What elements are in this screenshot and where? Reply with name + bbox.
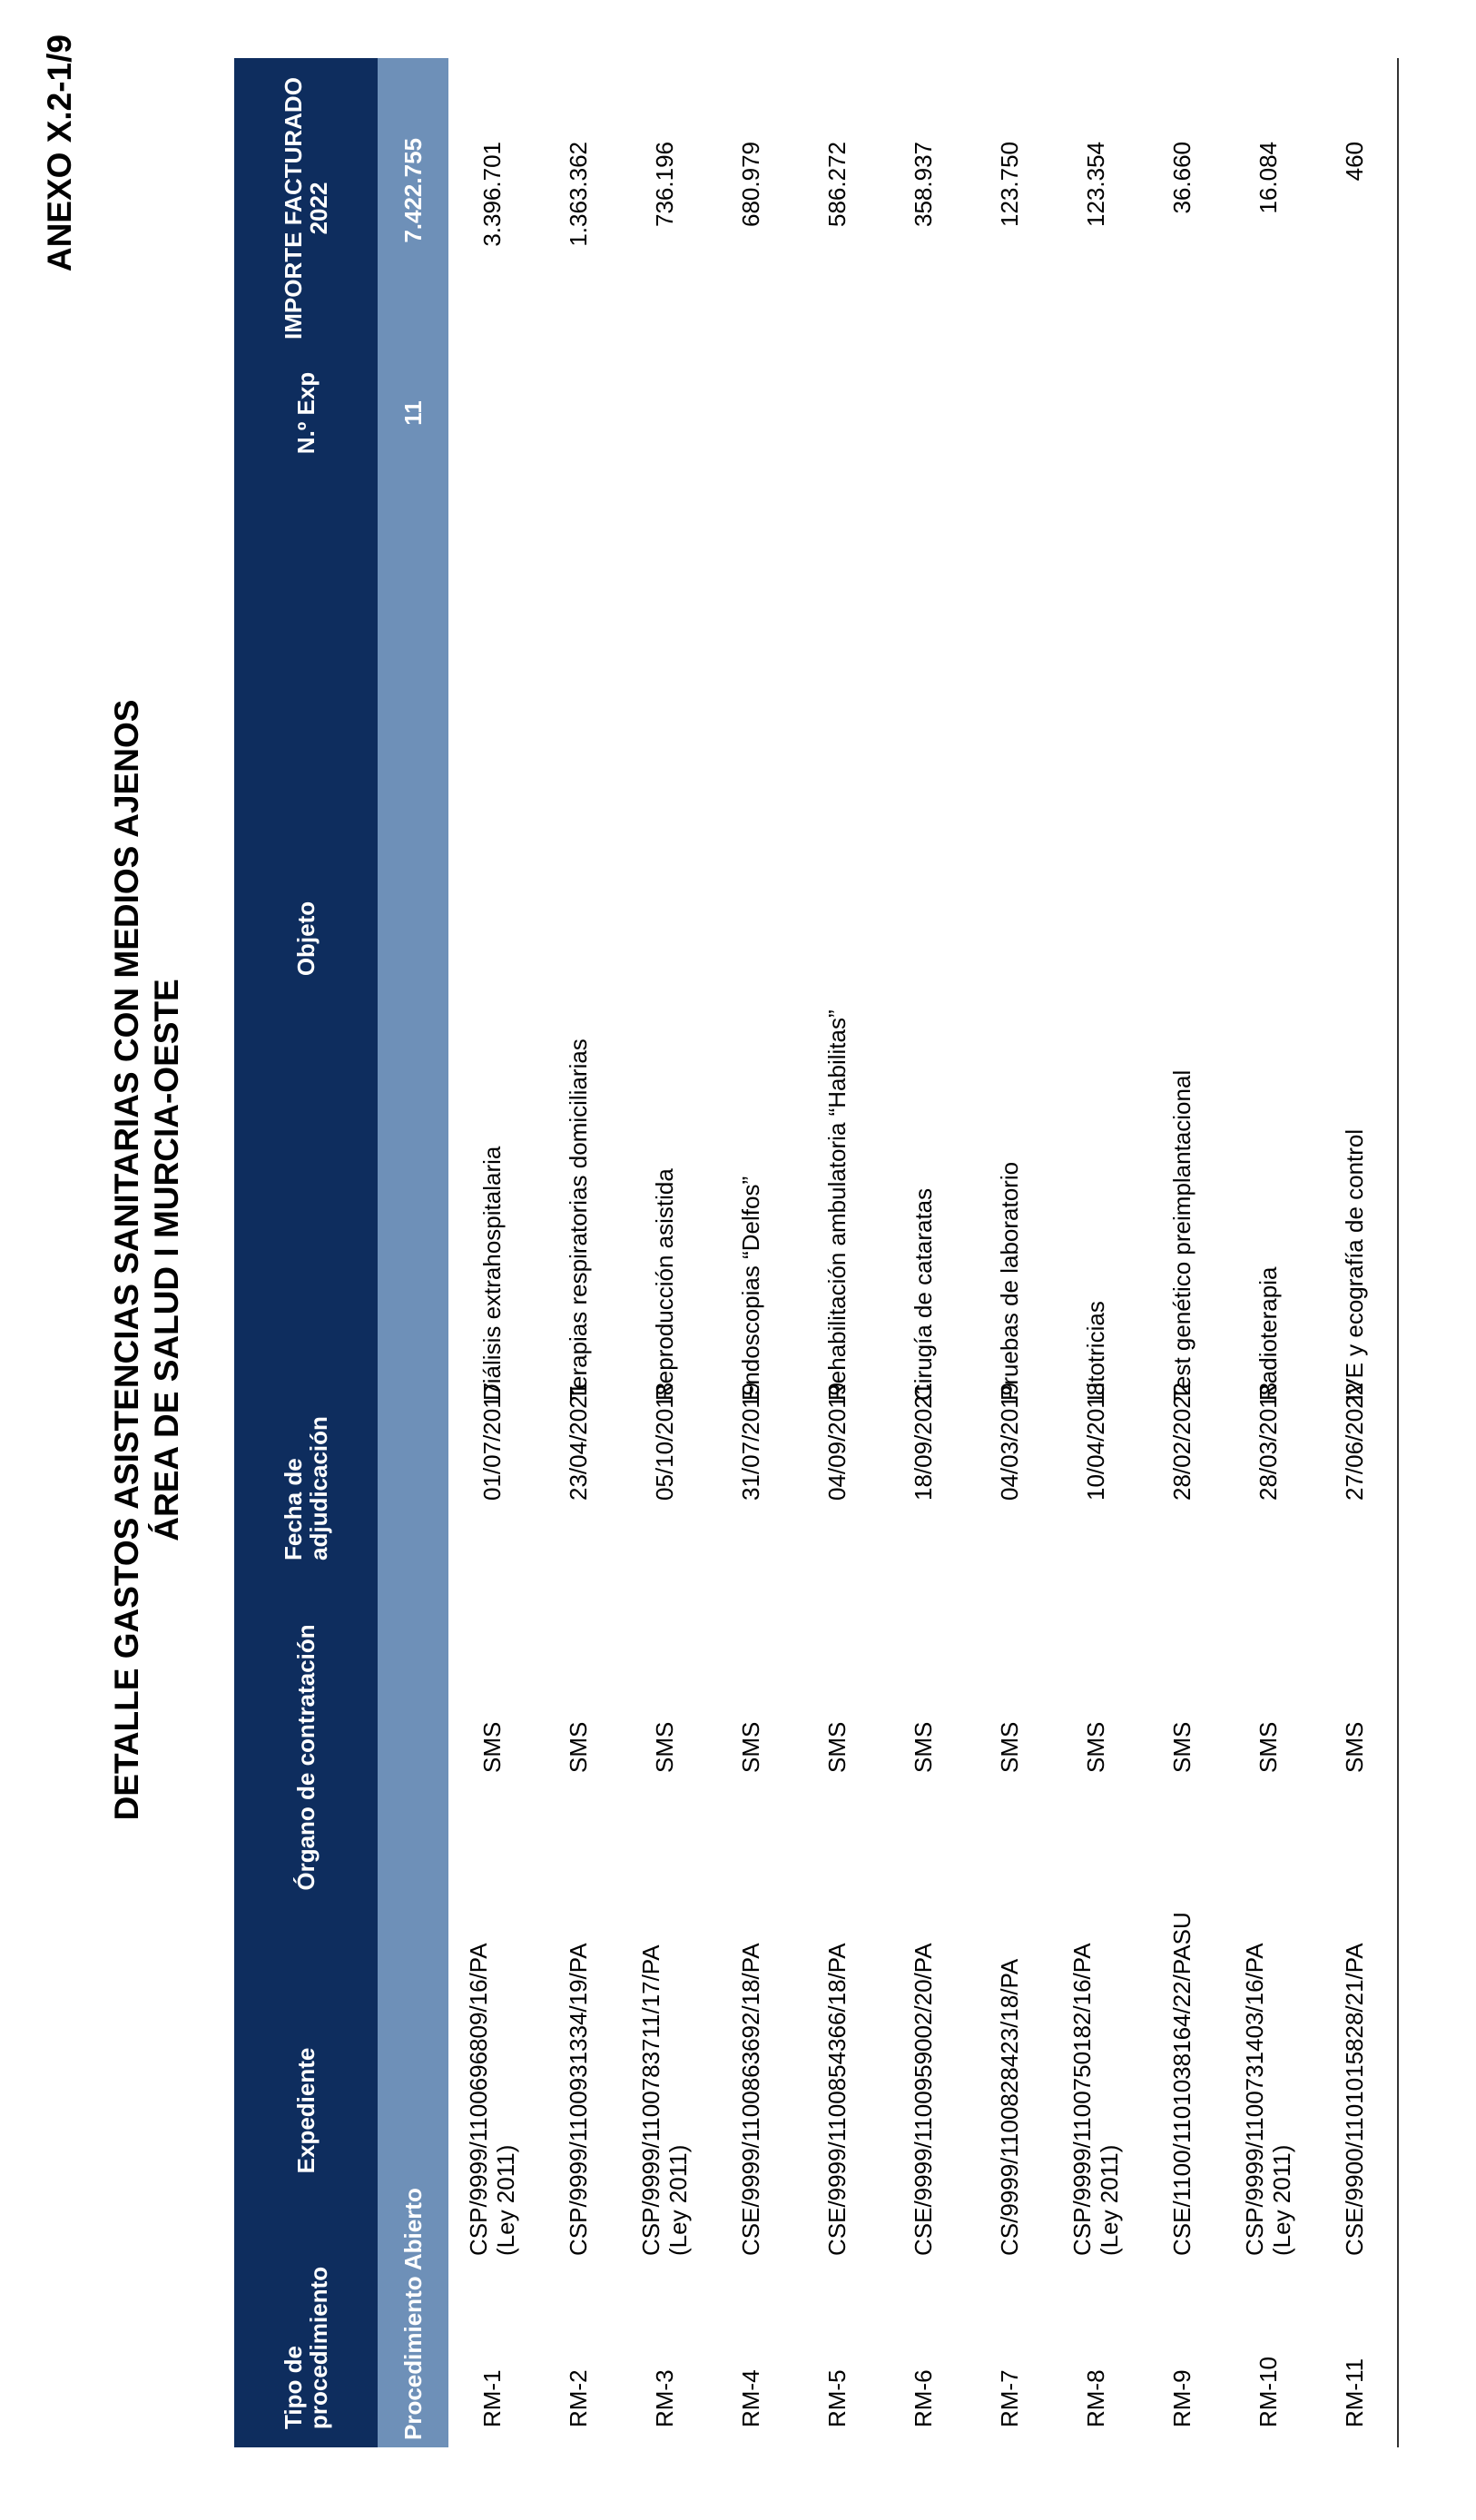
cell-importe: 16.084 xyxy=(1254,142,1282,214)
cell-importe: 586.272 xyxy=(822,142,851,227)
cell-expediente: CSE/9999/1100863692/18/PA xyxy=(736,1943,764,2256)
header-expediente: Expediente xyxy=(234,1942,378,2279)
table-row xyxy=(1052,58,1138,2447)
summary-row xyxy=(378,58,448,2447)
cell-fecha: 04/03/2019 xyxy=(995,1382,1023,1501)
cell-organo: SMS xyxy=(650,1721,678,1773)
table-header-row xyxy=(234,58,378,2447)
table-row xyxy=(1138,58,1225,2447)
table-row xyxy=(1311,58,1398,2447)
title-line-1: DETALLE GASTOS ASISTENCIAS SANITARIAS CON MEDIOS AJENOS xyxy=(108,699,145,1821)
cell-tipo: RM-7 xyxy=(995,2369,1023,2427)
cell-tipo: RM-1 xyxy=(477,2369,506,2427)
cell-organo: SMS xyxy=(736,1721,764,1773)
table-row xyxy=(880,58,966,2447)
cell-importe: 736.196 xyxy=(650,142,678,227)
cell-tipo: RM-5 xyxy=(822,2369,851,2427)
cell-expediente: CSE/9999/1100854366/18/PA xyxy=(822,1943,851,2256)
summary-label: Procedimiento Abierto xyxy=(378,468,448,2447)
summary-importe: 7.422.755 xyxy=(378,58,448,359)
cell-importe: 123.354 xyxy=(1081,142,1109,227)
cell-expediente: CSP/9999/1100696809/16/PA (Ley 2011) xyxy=(464,1944,519,2256)
cell-nexp xyxy=(793,359,880,468)
cell-fecha: 01/07/2017 xyxy=(477,1382,506,1501)
cell-nexp xyxy=(707,359,793,468)
cell-nexp xyxy=(1311,359,1398,468)
page-title xyxy=(107,0,187,2520)
cell-objeto: Litotricias xyxy=(1081,1301,1109,1401)
header-organo: Órgano de contratación xyxy=(234,1573,378,1942)
cell-nexp xyxy=(1052,359,1138,468)
cell-organo: SMS xyxy=(909,1721,937,1773)
cell-expediente: CSE/9900/1101015828/21/PA xyxy=(1311,1942,1398,2279)
cell-fecha: 04/09/2019 xyxy=(822,1382,851,1501)
cell-nexp xyxy=(966,359,1052,468)
cell-objeto: IVE y ecografía de control xyxy=(1311,468,1398,1410)
cell-tipo: RM-4 xyxy=(736,2369,764,2427)
cell-fecha: 05/10/2018 xyxy=(650,1382,678,1501)
cell-fecha: 18/09/2021 xyxy=(909,1382,937,1501)
cell-importe: 1.363.362 xyxy=(564,142,592,247)
cell-importe: 3.396.701 xyxy=(477,142,506,247)
cell-tipo: RM-9 xyxy=(1167,2369,1196,2427)
cell-objeto: Test genético preimplantacional xyxy=(1167,1069,1196,1401)
annex-label: ANEXO X.2-1/9 xyxy=(41,34,78,272)
cell-fecha: 27/06/2022 xyxy=(1311,1410,1398,1573)
table-row xyxy=(707,58,793,2447)
cell-objeto: Cirugía de cataratas xyxy=(909,1187,937,1401)
cell-fecha: 10/04/2018 xyxy=(1081,1382,1109,1501)
header-nexp: N.º Exp xyxy=(234,359,378,468)
cell-nexp xyxy=(535,359,621,468)
cell-tipo: RM-3 xyxy=(650,2369,678,2427)
cell-objeto: Pruebas de laboratorio xyxy=(995,1161,1023,1401)
cell-organo: SMS xyxy=(1167,1721,1196,1773)
cell-tipo: RM-2 xyxy=(564,2369,592,2427)
cell-tipo: RM-11 xyxy=(1311,2279,1398,2447)
cell-nexp xyxy=(1138,359,1225,468)
title-line-2: ÁREA DE SALUD I MURCIA-OESTE xyxy=(148,979,185,1541)
cell-expediente: CS/9999/1100828423/18/PA xyxy=(995,1958,1023,2256)
cell-importe: 460 xyxy=(1311,58,1398,359)
cell-nexp xyxy=(448,359,535,468)
expenses-table xyxy=(234,58,1399,2447)
table-row xyxy=(621,58,707,2447)
table-row xyxy=(793,58,880,2447)
table-row xyxy=(1225,58,1311,2447)
cell-fecha: 23/04/2021 xyxy=(564,1382,592,1501)
cell-organo: SMS xyxy=(564,1721,592,1773)
header-importe: IMPORTE FACTURADO 2022 xyxy=(234,58,378,359)
cell-objeto: Diálisis extrahospitalaria xyxy=(477,1146,506,1401)
cell-organo: SMS xyxy=(1081,1721,1109,1773)
cell-objeto: Endoscopias “Delfos” xyxy=(736,1176,764,1401)
cell-tipo: RM-10 xyxy=(1254,2356,1282,2427)
cell-expediente: CSE/1100/1101038164/22/PASU xyxy=(1167,1912,1196,2256)
cell-tipo: RM-6 xyxy=(909,2369,937,2427)
cell-importe: 680.979 xyxy=(736,142,764,227)
cell-fecha: 31/07/2019 xyxy=(736,1382,764,1501)
cell-importe: 36.660 xyxy=(1167,142,1196,214)
cell-organo: SMS xyxy=(995,1721,1023,1773)
summary-nexp: 11 xyxy=(378,359,448,468)
cell-fecha: 28/03/2018 xyxy=(1254,1382,1282,1501)
cell-organo: SMS xyxy=(1311,1573,1398,1942)
cell-objeto: Rehabilitación ambulatoria “Habilitas” xyxy=(822,1009,851,1401)
cell-nexp xyxy=(880,359,966,468)
table-row xyxy=(966,58,1052,2447)
expenses-table-wrapper xyxy=(234,58,1399,2447)
cell-objeto: Radioterapia xyxy=(1254,1266,1282,1401)
cell-importe: 358.937 xyxy=(909,142,937,227)
cell-objeto: Reproducción asistida xyxy=(650,1168,678,1401)
header-tipo: Tipo de procedimiento xyxy=(234,2279,378,2447)
cell-nexp xyxy=(621,359,707,468)
cell-expediente: CSP/9999/1100731403/16/PA (Ley 2011) xyxy=(1240,1944,1295,2256)
cell-organo: SMS xyxy=(477,1721,506,1773)
header-fecha: Fecha de adjudicación xyxy=(234,1410,378,1573)
cell-organo: SMS xyxy=(822,1721,851,1773)
cell-fecha: 28/02/2022 xyxy=(1167,1382,1196,1501)
table-row xyxy=(535,58,621,2447)
cell-expediente: CSP/9999/1100783711/17/PA (Ley 2011) xyxy=(636,1945,692,2256)
cell-organo: SMS xyxy=(1254,1721,1282,1773)
table-row xyxy=(448,58,535,2447)
cell-tipo: RM-8 xyxy=(1081,2369,1109,2427)
cell-nexp xyxy=(1225,359,1311,468)
header-objeto: Objeto xyxy=(234,468,378,1410)
cell-expediente: CSE/9999/1100959002/20/PA xyxy=(909,1943,937,2256)
cell-expediente: CSP/9999/1100931334/19/PA xyxy=(564,1943,592,2256)
cell-importe: 123.750 xyxy=(995,142,1023,227)
cell-objeto: Terapias respiratorias domiciliarias xyxy=(564,1039,592,1401)
cell-expediente: CSP/9999/1100750182/16/PA (Ley 2011) xyxy=(1068,1944,1123,2256)
